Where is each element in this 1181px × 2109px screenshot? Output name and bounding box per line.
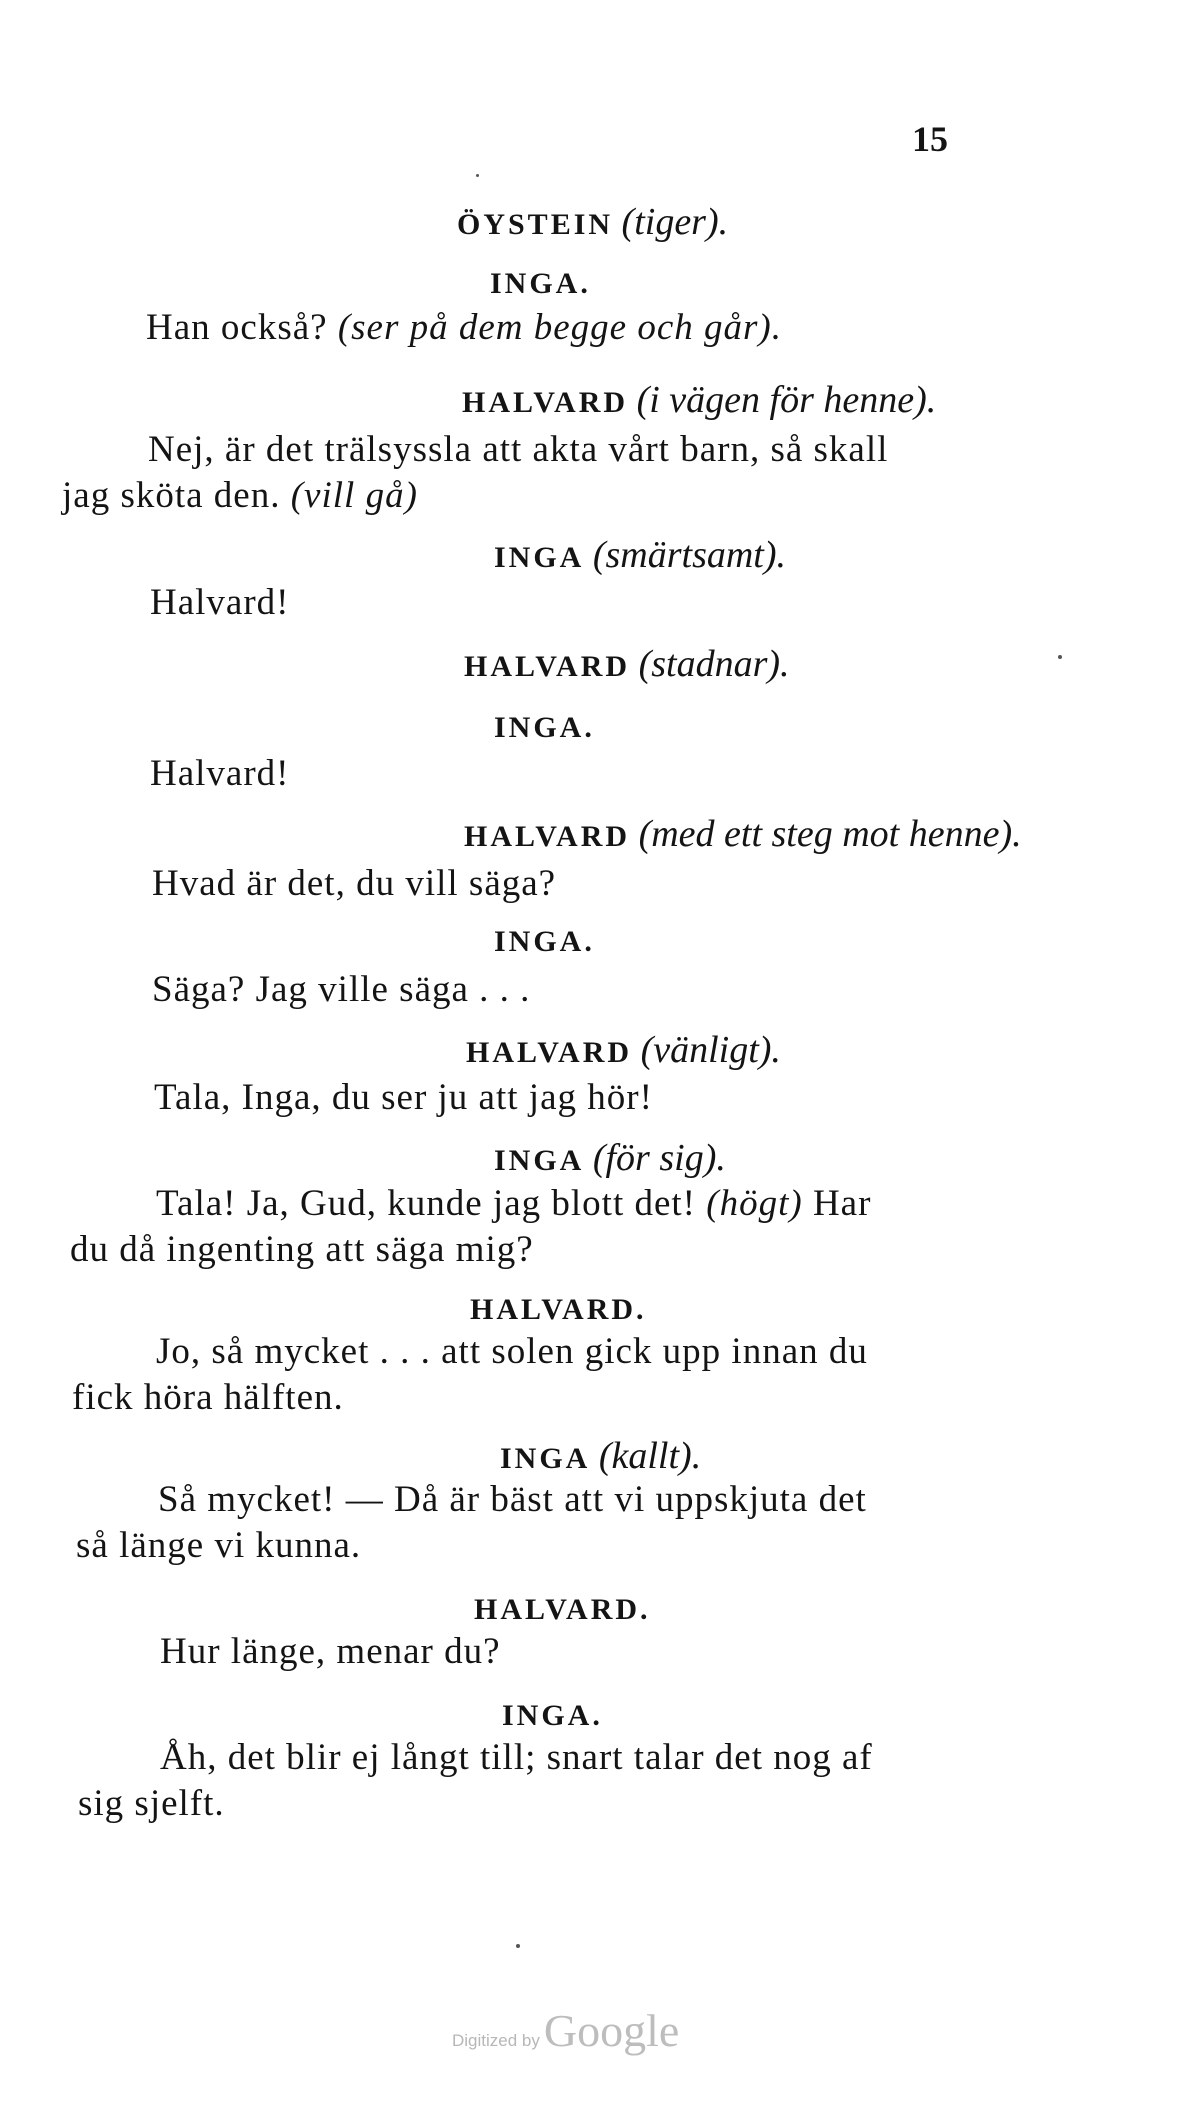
dialogue-line (156, 1182, 871, 1225)
speaker-heading (494, 1136, 726, 1180)
print-speck (1058, 655, 1062, 659)
stage-direction: (för sig). (592, 1137, 726, 1179)
stage-direction: (stadnar). (638, 643, 790, 685)
speaker-heading (502, 1696, 603, 1734)
speaker-name: INGA. (490, 267, 591, 300)
speaker-name: INGA. (494, 925, 595, 958)
stage-direction: (i vägen för henne). (636, 379, 937, 421)
speaker-heading (490, 264, 591, 302)
dialogue-line (78, 1782, 225, 1825)
dialogue-line (160, 1736, 873, 1779)
speaker-name: INGA (494, 541, 585, 574)
dialogue-line (148, 428, 888, 471)
speaker-name: HALVARD (464, 650, 631, 683)
speaker-name: HALVARD (466, 1036, 633, 1069)
digitized-by-watermark (452, 2004, 679, 2057)
speaker-heading (470, 1290, 647, 1328)
dialogue-text: fick höra hälften. (72, 1377, 344, 1418)
dialogue-text: sig sjelft. (78, 1783, 225, 1824)
dialogue-text: Åh, det blir ej långt till; snart talar det nog af (160, 1737, 873, 1778)
speaker-name: INGA (500, 1442, 591, 1475)
dialogue-text: Så mycket! — Då är bäst att vi uppskjuta det (158, 1479, 867, 1520)
dialogue-line (150, 752, 290, 795)
dialogue-line (62, 474, 418, 517)
stage-direction: (tiger). (621, 201, 729, 243)
dialogue-line (154, 1076, 653, 1119)
dialogue-text: Tala, Inga, du ser ju att jag hör! (154, 1077, 653, 1118)
stage-direction: (vänligt). (640, 1029, 781, 1071)
stage-direction: (högt) (706, 1183, 803, 1224)
dialogue-line (72, 1376, 344, 1419)
stage-direction: (med ett steg mot henne). (638, 813, 1022, 855)
google-logo: Google (543, 2005, 680, 2056)
speaker-name: INGA. (494, 711, 595, 744)
dialogue-text: Nej, är det trälsyssla att akta vårt barn, så skall (148, 429, 889, 470)
dialogue-line (152, 862, 556, 905)
dialogue-line (146, 306, 782, 349)
page-number: 15 (912, 119, 948, 159)
speaker-heading (457, 200, 728, 244)
speaker-heading (462, 378, 936, 422)
speaker-name: INGA (494, 1144, 585, 1177)
dialogue-text: Säga? Jag ville säga . . . (152, 969, 531, 1010)
stage-direction: (ser på dem begge och går). (337, 307, 782, 348)
stage-direction: (kallt). (598, 1435, 702, 1477)
dialogue-text: Halvard! (150, 582, 290, 623)
dialogue-text: Har (802, 1183, 872, 1224)
dialogue-line (150, 581, 290, 624)
dialogue-line (158, 1478, 867, 1521)
speaker-heading (500, 1434, 701, 1478)
speaker-heading (474, 1590, 651, 1628)
speaker-name: HALVARD (464, 820, 631, 853)
dialogue-line (156, 1330, 868, 1373)
speaker-name: INGA. (502, 1699, 603, 1732)
speaker-heading (466, 1028, 781, 1072)
speaker-name: HALVARD. (470, 1293, 647, 1326)
speaker-heading (494, 708, 595, 746)
stage-direction: (vill gå) (290, 475, 418, 516)
speaker-heading (494, 922, 595, 960)
dialogue-text: Han också? (146, 307, 338, 348)
dialogue-text: så länge vi kunna. (76, 1525, 362, 1566)
dialogue-text: Jo, så mycket . . . att solen gick upp innan du (156, 1331, 868, 1372)
dialogue-text: Halvard! (150, 753, 290, 794)
digitized-by-label: Digitized by (452, 2031, 540, 2050)
stage-direction: (smärtsamt). (592, 534, 787, 576)
dialogue-text: Tala! Ja, Gud, kunde jag blott det! (156, 1183, 707, 1224)
speaker-name: ÖYSTEIN (457, 208, 614, 241)
speaker-heading (464, 812, 1022, 856)
dialogue-line (160, 1630, 501, 1673)
print-speck (516, 1944, 520, 1948)
dialogue-line (76, 1524, 361, 1567)
speaker-heading (464, 642, 790, 686)
dialogue-line (152, 968, 530, 1011)
dialogue-text: Hur länge, menar du? (160, 1631, 501, 1672)
print-speck (476, 174, 479, 177)
dialogue-text: du då ingenting att säga mig? (70, 1229, 534, 1270)
speaker-name: HALVARD. (474, 1593, 651, 1626)
dialogue-line (70, 1228, 534, 1271)
dialogue-text: jag sköta den. (62, 475, 291, 516)
dialogue-text: Hvad är det, du vill säga? (152, 863, 557, 904)
speaker-name: HALVARD (462, 386, 629, 419)
speaker-heading (494, 533, 786, 577)
